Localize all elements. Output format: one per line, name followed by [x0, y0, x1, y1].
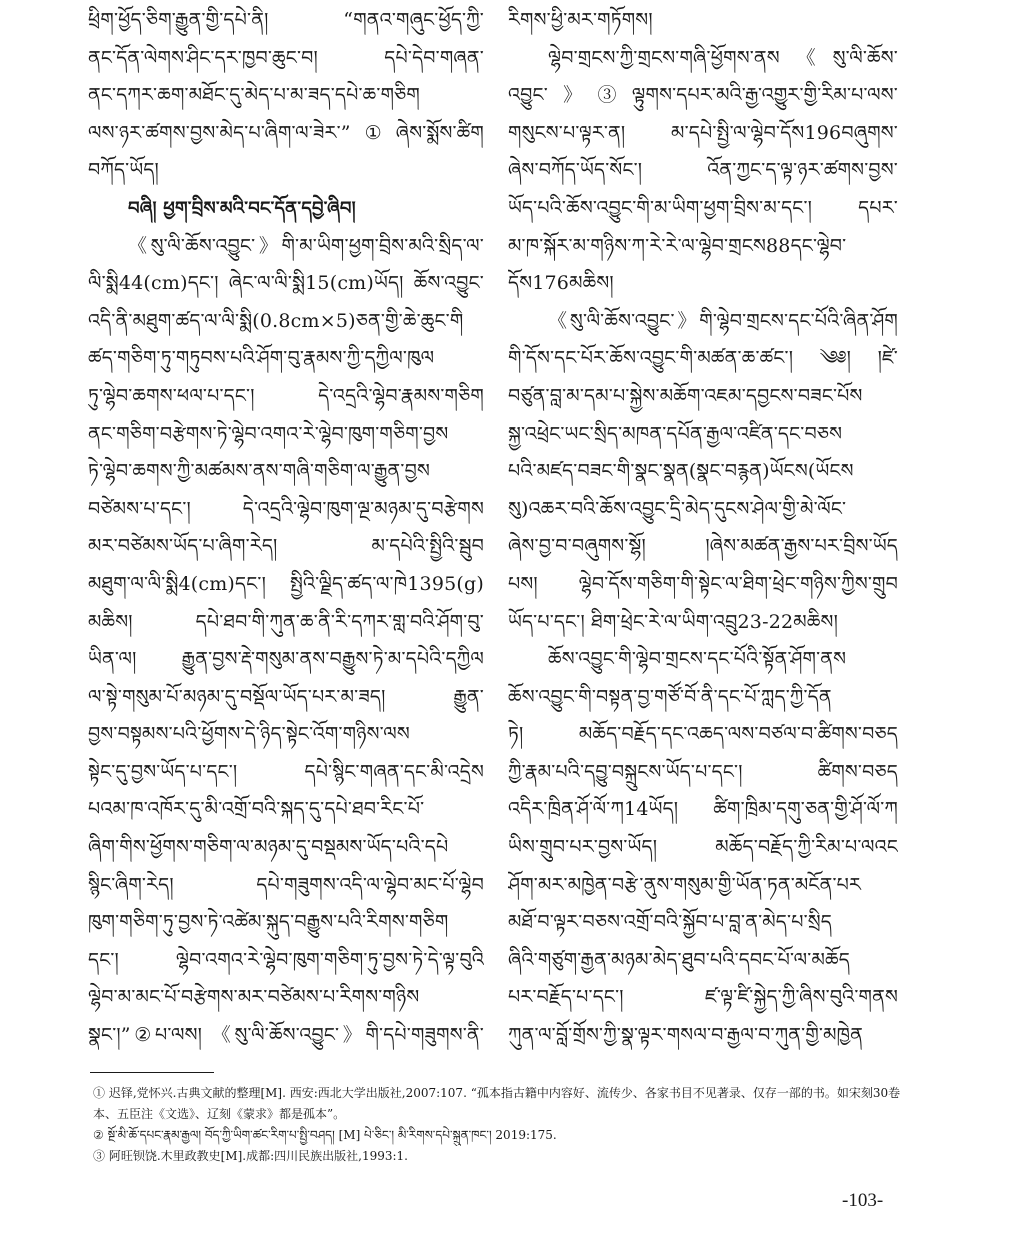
footnotes: [93, 1083, 901, 1167]
text-line: ལྷེབ་གྲངས་ཀྱི་གྲངས་གཞི་ཕྱོགས་ནས《སུ་ལི་ཆོས་: [548, 46, 898, 69]
text-line: ཏེ། མཆོད་བརྗོད་དང་འཆད་ལས་བཙལ་བ་ཚིགས་བཅད: [508, 723, 898, 746]
text-line: མཐུག་ལ་ལི་སྨི4(cm)དང་། སྤྱིའི་ལྗིད་ཚད་ལ་ཁེ1395(g): [88, 572, 484, 595]
text-line: ཞེས་བཀོད་ཡོད་སོང་། འོན་ཀྱང་ད་ལྟ་ཉར་ཚགས་བྱས་: [508, 159, 898, 182]
text-line: ཀུན་ལ་བློ་གྲོས་ཀྱི་སྣ་ལྟར་གསལ་བ་རྒྱལ་བ་ཀུན་གྱི་མཁྱེན: [508, 1024, 864, 1047]
page-number: -103-: [842, 1190, 884, 1211]
text-line: བཙེམས་པ་དང་། དེ་འདྲའི་ལྷེབ་ཁུག་ལྔ་མཉམ་དུ་བརྩེགས: [88, 497, 484, 520]
text-line: པའི་མཛད་བཟང་གི་སྣང་སྣན(སྣང་བརྙན)ཡོངས(ཡོངས: [508, 460, 854, 483]
text-line: སུ)འཆར་བའི་ཆོས་འབྱུང་དྲི་མེད་དུངས་ཤེལ་གྱི་མེ་ལོང་: [508, 497, 847, 520]
text-line: ཞིའི་གཙུག་རྒྱན་མཉམ་མེད་ཐུབ་པའི་དབང་པོ་ལ་མཆོད: [508, 948, 850, 971]
text-line: ཤོག་མར་མཁྱེན་བརྩེ་ནུས་གསུམ་གྱི་ཡོན་ཏན་མངོན་པར: [508, 873, 862, 896]
text-line: ཆོས་འབྱུང་གི་བསྟན་བྱ་གཙོ་བོ་ནི་དང་པོ་ཀླད་ཀྱི་དོན: [508, 685, 832, 708]
text-line: ནང་དཀར་ཆག་མཐོང་དུ་མེད་པ་མ་ཟད་དཔེ་ཆ་གཅིག: [88, 84, 421, 107]
text-line: སྟེང་དུ་བྱས་ཡོད་པ་དང་། དཔེ་སྙིང་གཞན་དང་མི་འདྲེས: [88, 760, 484, 783]
footnote-3: ③ 阿旺钡饶.木里政教史[M].成都:四川民族出版社,1993:1.: [93, 1149, 408, 1163]
text-line: ཡིན་ལ། རྒྱུན་བྱས་རྡེ་གསུམ་ནས་བརྒྱུས་ཏེ་མ་དཔེའི་དཀྱིལ: [88, 648, 484, 671]
text-line: འདི་ནི་མཐུག་ཚད་ལ་ལི་སྨི(0.8cm×5)ཅན་གྱི་ཆེ་ཆུང་གི: [88, 309, 464, 332]
text-line: འདིར་ཁྲིན་ཤོ་ལོ་ཀ14ཡོད། ཚིག་ཁྲིམ་དགུ་ཅན་གྱི་ཤོ་ལོ་ཀ: [508, 798, 898, 821]
text-line: ལྷེབ་མ་མང་པོ་བརྩེགས་མར་བཙེམས་པ་རིགས་གཉིས: [88, 986, 420, 1009]
text-line: ཡོད་པ་དང་། ཐིག་ཕྲེང་རེ་ལ་ཡིག་འབྲུ23-22མཆིས།: [508, 610, 838, 633]
left-column: [88, 2, 484, 1055]
text-line: སྣང་།”②པ་ལས། 《སུ་ལི་ཆོས་འབྱུང་》གི་དཔེ་གཟུགས་ནི་: [88, 1024, 484, 1047]
text-line: བཀོད་ཡོད།: [88, 159, 159, 182]
text-line: ཀྱི་རྣམ་པའི་དབྱུ་བསྐྲུངས་ཡོད་པ་དང་། ཚིགས་བཅད: [508, 760, 898, 783]
text-line: བཙུན་བླ་མ་དམ་པ་སྐྱེས་མཆོག་འཇམ་དབྱངས་བཟང་པོས: [508, 384, 863, 407]
text-line: མཆིས། དཔེ་ཐབ་གི་ཀུན་ཆ་ནི་རི་དཀར་གླ་བའི་ཤོག་བུ་: [88, 610, 484, 633]
right-column: [508, 2, 898, 1055]
text-line: ཕྲིག་ཕྱོད་ཅིག་རྒྱུན་གྱི་དཔེ་ནི། “གནའ་གཞུང་ཕྱོད་ཀྱི་: [88, 9, 484, 31]
text-line: བཞི། ཕྱག་བྲིས་མའི་བང་དོན་དབྱེ་ཞིབ།: [128, 197, 356, 219]
text-line: ཏུ་ལྷེབ་ཆགས་ཕལ་པ་དང་། དེ་འདྲའི་ལྷེབ་རྣམས་གཅིག: [88, 384, 484, 407]
footnote-1: ① 迟铎,党怀兴.古典文献的整理[M]. 西安:西北大学出版社,2007:107. “孤本指古籍中内容好、流传少、各家书目不见著录、仅存一部的书。如宋刻30卷本、五臣注《文选》、辽刻《蒙求》都是孤本”。: [93, 1086, 901, 1121]
text-line: དང་། ལྷེབ་འགའ་རེ་ལྷེབ་ཁུག་གཅིག་ཏུ་བྱས་ཏེ་དེ་ལྟ་བུའི: [88, 948, 484, 971]
text-line: ལ་སྟེ་གསུམ་པོ་མཉམ་དུ་བསྡོལ་ཡོད་པར་མ་ཟད། རྒྱུན་: [88, 685, 484, 708]
text-line: ནང་དོན་ལེགས་ཤིང་དར་ཁྱབ་ཆུང་བ། དཔེ་དེབ་གཞན་: [88, 46, 484, 69]
text-line: པར་བརྗོད་པ་དང་། ཛ་ལྟ་ཛི་སྐྱེད་ཀྱི་ཞིས་བུའི་གནས: [508, 986, 898, 1009]
text-line: ཚད་གཅིག་ཏུ་གཏུབས་པའི་ཤོག་བུ་རྣམས་ཀྱི་དཀྱིལ་ཁུལ: [88, 347, 435, 370]
text-line: ལི་སྨི44(cm)དང་། ཞེང་ལ་ལི་སྨི15(cm)ཡོད། ཆོས་འབྱུང་: [88, 272, 484, 295]
text-line: མ་ཁ་སྐོར་མ་གཉིས་ཀ་རེ་རེ་ལ་ལྷེབ་གྲངས88དང་ལྷེབ་: [508, 234, 847, 257]
text-line: འབྱུང་》③ལྟུགས་དཔར་མའི་རྒྱ་འགྱུར་གྱི་རིམ་པ་ལས་: [508, 84, 898, 107]
text-line: ཆོས་འབྱུང་གི་ལྷེབ་གྲངས་དང་པོའི་སྟོན་ཤོག་ནས: [548, 648, 847, 671]
text-line: ཏེ་ལྷེབ་ཆགས་ཀྱི་མཚམས་ནས་གཞི་གཅིག་ལ་རྒྱུན་བྱས: [88, 460, 431, 483]
text-line: མར་བཙེམས་ཡོད་པ་ཞིག་རེད། མ་དཔེའི་སྤྱིའི་སྦུབ: [88, 535, 484, 558]
text-line: པས། ལྷེབ་དོས་གཅིག་གི་སྟེང་ལ་ཐིག་ཕྲེང་གཉིས་ཀྱིས་གྲུབ: [508, 572, 898, 595]
text-line: 《སུ་ལི་ཆོས་འབྱུང་》གི་མ་ཡིག་ཕྱག་བྲིས་མའི་སྲིད་ལ་: [128, 234, 484, 257]
text-line: རིགས་ཕྱི་མར་གཏོགས།: [508, 9, 653, 31]
text-line: ཞིག་གིས་ཕྱོགས་གཅིག་ལ་མཉམ་དུ་བསྡམས་ཡོད་པའི་དཔེ: [88, 836, 449, 859]
text-line: གསུངས་པ་ལྟར་ན། མ་དཔེ་སྤྱི་ལ་ལྷེབ་དོས196བཞུགས་: [508, 121, 898, 144]
text-line: 《སུ་ལི་ཆོས་འབྱུང་》གི་ལྷེབ་གྲངས་དང་པོའི་ཞིན་ཤོག: [548, 309, 898, 332]
text-line: ཞེས་བྱ་བ་བཞུགས་སྷོ། །ཞེས་མཚན་རྒྱས་པར་བྲིས་ཡོད: [508, 535, 898, 558]
text-line: ལས་ཉར་ཚགས་བྱས་མེད་པ་ཞིག་ལ་ཟེར་”①ཞེས་སྨོས་ཚིག: [88, 121, 484, 144]
footnote-2: ② སྔོ་མི་ཆོ་དཔང་རྣམ་རྒྱལ། བོད་ཀྱི་ཡིག་ཚང་རིག་པ་སྤྱི་བཤད། [M] པེ་ཅིང་། མི་རིགས་དཔེ་སྐྲུན་ཁང་། 2019:175.: [93, 1128, 557, 1142]
text-line: ཁུག་གཅིག་ཏུ་བྱས་ཏེ་འཚེམ་སྐུད་བརྒྱུས་པའི་རིགས་གཅིག: [88, 911, 449, 934]
text-line: ནང་གཅིག་བརྩེགས་ཏེ་ལྷེབ་འགའ་རེ་ལྷེབ་ཁུག་གཅིག་བྱས: [88, 422, 449, 445]
text-line: མཐོ་བ་ལྟར་བཅས་འགྲོ་བའི་སྐྱོབ་པ་བླ་ན་མེད་པ་སྲིད: [508, 911, 832, 934]
text-line: བྱས་བསྟམས་པའི་ཕྱོགས་དེ་ཉིད་སྟེང་འོག་གཉིས་ལས: [88, 723, 410, 746]
text-line: དོས176མཆིས།: [508, 272, 614, 295]
text-line: ཡོད་པའི་ཆོས་འབྱུང་གི་མ་ཡིག་ཕྱག་བྲིས་མ་དང་། དཔར་: [508, 196, 898, 219]
text-line: པའམ་ཁ་འཁོར་དུ་མི་འགྲོ་བའི་སྐད་དུ་དཔེ་ཐབ་རིང་པོ་: [88, 798, 425, 821]
text-line: གི་དོས་དང་པོར་ཆོས་འབྱུང་གི་མཚན་ཆ་ཚང་། ༄༅། །ཛེ་: [508, 347, 898, 370]
text-line: སྙིང་ཞིག་རེད། དཔེ་གཟུགས་འདི་ལ་ལྷེབ་མང་པོ་ལྷེབ: [88, 873, 484, 896]
text-line: སྐྱ་འཕྲེང་ཡང་སྲིད་མཁན་དཔོན་རྒྱལ་འཛིན་དང་བཅས: [508, 422, 843, 445]
footnote-divider: [90, 1072, 214, 1073]
text-line: ཡིས་གྲུབ་པར་བྱས་ཡོད། མཆོད་བརྗོད་ཀྱི་རིམ་པ་ལའང: [508, 836, 898, 859]
